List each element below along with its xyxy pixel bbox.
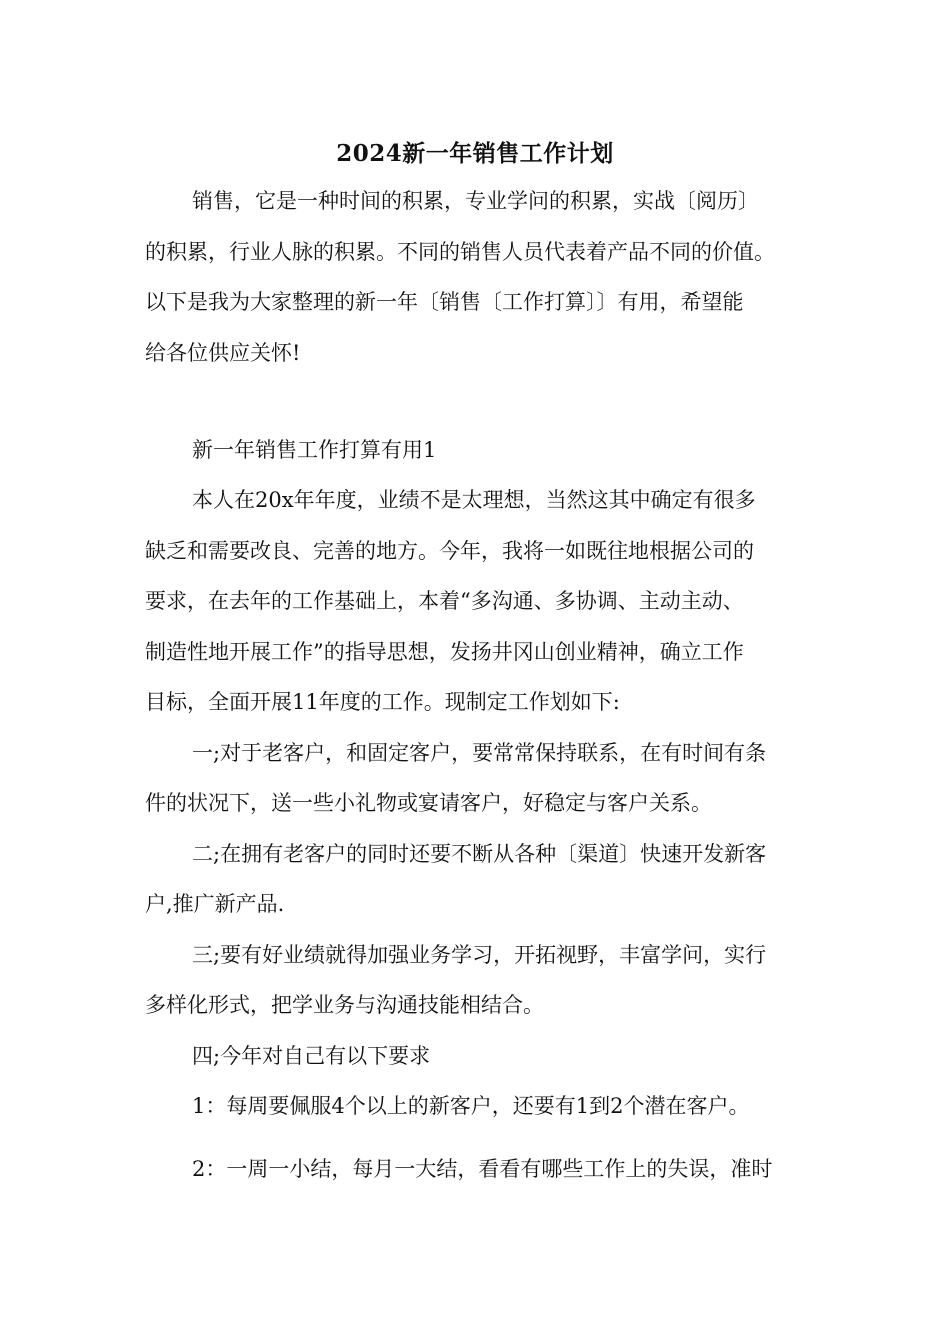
body-line: 缺乏和需要改良、完善的地方。今年，我将一如既往地根据公司的 [145,538,754,563]
intro-line: 销售，它是一种时间的积累，专业学问的积累，实战〔阅历〕 [192,189,759,213]
intro-line: 以下是我为大家整理的新一年〔销售〔工作打算〕〕有用，希望能 [145,290,744,314]
body-line: 三;要有好业绩就得加强业务学习，开拓视野，丰富学问，实行 [192,942,767,967]
intro-paragraph [145,176,825,378]
body-line: 二;在拥有老客户的同时还要不断从各种〔渠道〕快速开发新客 [192,841,767,866]
body-last-line-block [145,1144,825,1195]
document-title: 2024新一年销售工作计划 [336,140,614,167]
body-line: 户,推广新产品. [145,892,285,916]
body-line: 制造性地开展工作”的指导思想，发扬井冈山创业精神，确立工作 [145,639,744,664]
body-line: 1：每周要佩服4个以上的新客户，还要有1到2个潜在客户。 [192,1094,750,1118]
body-line: 要求，在去年的工作基础上，本着“多沟通、多协调、主动主动、 [145,589,744,613]
section-heading: 新一年销售工作打算有用1 [192,438,437,462]
body-line: 多样化形式，把学业务与沟通技能相结合。 [145,993,544,1017]
body-line: 四;今年对自己有以下要求 [192,1043,431,1068]
body-line: 本人在20x年年度，业绩不是太理想，当然这其中确定有很多 [192,488,756,512]
body-line: 目标，全面开展11年度的工作。现制定工作划如下: [145,690,620,714]
intro-line: 的积累，行业人脉的积累。不同的销售人员代表着产品不同的价值。 [145,239,775,264]
intro-line: 给各位供应关怀! [145,340,301,365]
body-line: 2：一周一小结，每月一大结，看看有哪些工作上的失误，准时 [192,1157,773,1181]
body-line: 一;对于老客户，和固定客户，要常常保持联系，在有时间有条 [192,740,767,765]
section-heading-block [145,425,825,476]
body-line: 件的状况下，送一些小礼物或宴请客户，好稳定与客户关系。 [145,791,712,815]
body-text [145,475,825,1132]
